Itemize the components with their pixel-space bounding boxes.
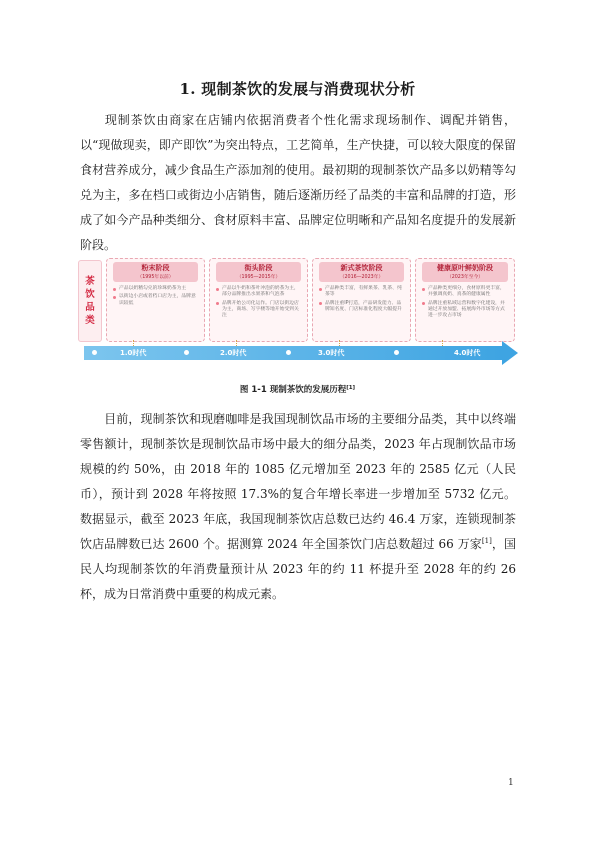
stage-point: 产品种类更细分，食材原料更丰富，并强调真奶、真茶的健康属性 <box>422 286 509 299</box>
stage-header <box>216 262 301 282</box>
timeline-arrow-head <box>502 341 518 365</box>
citation-reference: [1] <box>481 537 492 545</box>
stage-point: 产品以牛奶和茶叶冲泡的奶茶为主，部分品牌推出水果茶和气泡茶 <box>216 286 302 299</box>
stage-period: （2023年至今） <box>446 275 484 280</box>
era-label: 1.0时代 <box>120 349 147 357</box>
side-label-char: 类 <box>85 315 95 326</box>
era-label: 4.0时代 <box>454 349 481 357</box>
development-timeline-figure <box>78 250 520 372</box>
market-paragraph <box>80 407 516 607</box>
market-paragraph-text-cont: ，国民人均现制茶饮的年消费量预计从 2023 年的约 11 杯提升至 2028 年的约 26 杯，成为日常消费中重要的构成元素。 <box>80 537 516 601</box>
intro-paragraph-text: 现制茶饮由商家在店铺内依据消费者个性化需求现场制作、调配并销售，以“现做现卖，即产即饮”为突出特点，工艺简单，生产快捷，可以较大限度的保留食材营养成分，减少食品生产添加剂的使用。最初期的现制茶饮产品多以奶精等勾兑为主，多在档口或街边小店销售，随后逐渐历经了品类的丰富和品牌的打造，形成了如今产品种类细分、食材原料丰富、品牌定位明晰和产品知名度提升的发展新阶段。 <box>80 113 516 252</box>
stage-card-healthy <box>415 258 515 342</box>
stage-name: 粉末阶段 <box>141 264 170 272</box>
stage-header <box>113 262 198 282</box>
stage-card-new-style <box>312 258 411 342</box>
caption-reference: [1] <box>346 385 356 391</box>
figure-caption-text: 图 1-1 现制茶饮的发展历程 <box>239 385 347 395</box>
page-number: 1 <box>508 778 514 788</box>
era-label: 3.0时代 <box>318 349 345 357</box>
side-label-char: 茶 <box>85 276 95 287</box>
stage-period: （1995—2015年） <box>236 275 281 280</box>
stage-period: （1995年以前） <box>137 275 174 280</box>
stage-point: 品牌注重IP打造，产品研发能力、品牌知名度、门店标准化程度大幅提升 <box>319 301 405 314</box>
figure-side-label <box>78 260 102 342</box>
stage-point: 以街边小店或者档口店为主，品牌意识较低 <box>113 294 199 307</box>
stage-point: 品牌注重私域运营和数字化建设，并通过开放加盟、拓展海外市场等方式进一步攻占市场 <box>422 301 509 320</box>
era-dot <box>394 350 399 355</box>
stage-header <box>319 262 404 282</box>
era-dot <box>92 350 97 355</box>
era-label: 2.0时代 <box>220 349 247 357</box>
side-label-char: 饮 <box>85 289 95 300</box>
stage-point: 品牌开始公司化运作。门店以街边店为主，商场、写字楼等地开始受到关注 <box>216 301 302 320</box>
stage-card-powder <box>106 258 205 342</box>
stage-card-street <box>209 258 308 342</box>
section-title: 1. 现制茶饮的发展与消费现状分析 <box>179 80 416 98</box>
stage-name: 健康原叶鲜奶阶段 <box>437 264 493 272</box>
stage-name: 街头阶段 <box>244 264 273 272</box>
stage-point: 产品种类丰富，有鲜果茶、乳茶、纯茶等 <box>319 286 405 299</box>
era-dot <box>286 350 291 355</box>
intro-paragraph <box>80 108 516 258</box>
market-paragraph-text: 目前，现制茶饮和现磨咖啡是我国现制饮品市场的主要细分品类，其中以终端零售额计，现制茶饮是现制饮品市场中最大的细分品类，2023 年占现制饮品市场规模的约 50%，由 2018 年的 1085 亿元增加至 2023 年的 2585 亿元（人民币），预计到 2028 年将按照 17.3%的复合年增长率进一步增加至 5732 亿元。数据显示，截至 2023 年底，我国现制茶饮店总数已达约 46.4 万家，连锁现制茶饮店品牌数已达 2600 个。据测算 2024 年全国茶饮门店总数超过 66 万家 <box>80 412 516 551</box>
timeline-arrow-bar <box>84 346 504 360</box>
figure-caption <box>0 383 595 395</box>
stage-point: 产品以奶精勾兑的珍珠奶茶为主 <box>113 286 199 292</box>
stage-header <box>422 262 508 282</box>
stage-name: 新式茶饮阶段 <box>340 264 383 272</box>
era-dot <box>184 350 189 355</box>
side-label-char: 品 <box>85 302 95 313</box>
stage-period: （2016—2023年） <box>339 275 384 280</box>
